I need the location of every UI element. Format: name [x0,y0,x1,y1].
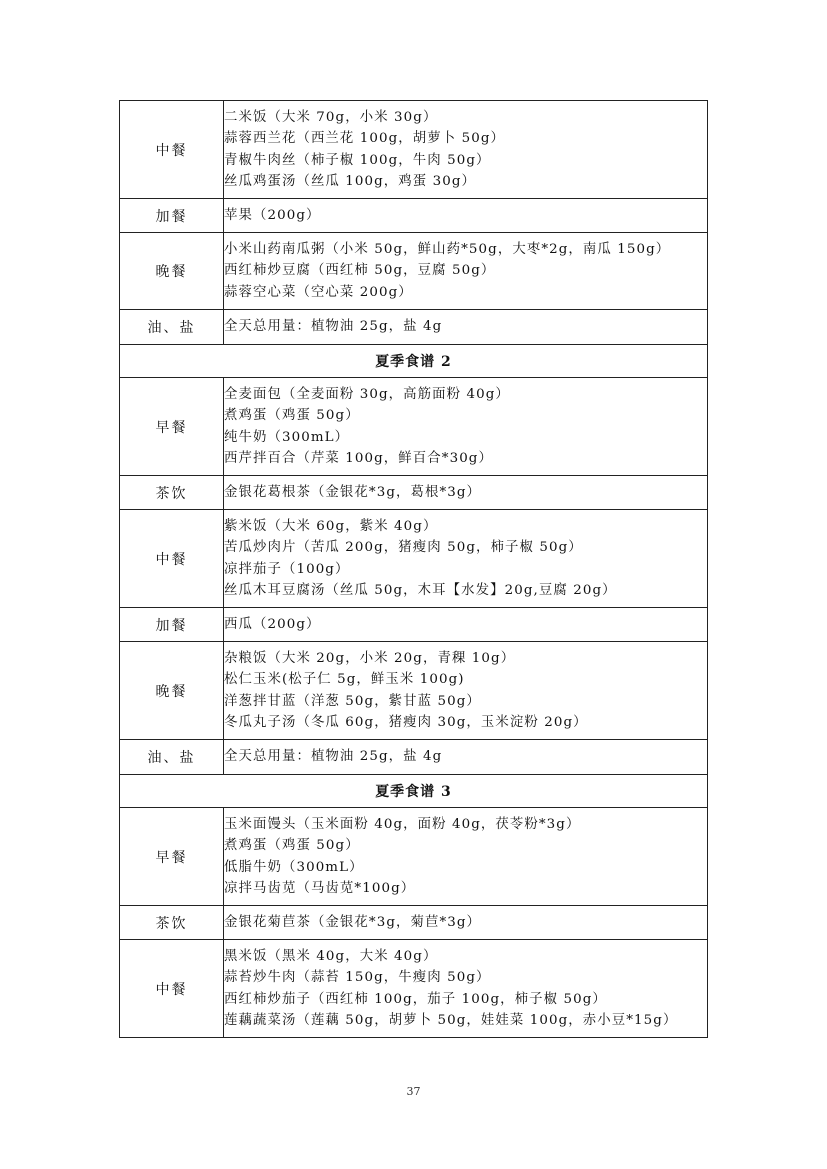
dish-line: 紫米饭（大米 60g，紫米 40g） [224,518,438,534]
meal-items-cell [224,808,708,906]
dish-line: 蒜蓉空心菜（空心菜 200g） [224,284,413,300]
dish-line: 西芹拌百合（芹菜 100g，鲜百合*30g） [224,450,493,466]
section-title: 夏季食谱 3 [120,775,708,808]
dish-line: 杂粮饭（大米 20g，小米 20g，青稞 10g） [224,650,516,666]
dish-line: 小米山药南瓜粥（小米 50g，鲜山药*50g，大枣*2g，南瓜 150g） [224,242,671,258]
meal-row [120,233,708,310]
dish-line: 煮鸡蛋（鸡蛋 50g） [224,408,360,424]
meal-plan-body [120,101,708,1038]
meal-items-cell [224,906,708,940]
page-number: 37 [406,1085,421,1098]
meal-label: 茶饮 [120,476,224,510]
meal-plan-table [119,100,708,1038]
dish-line: 青椒牛肉丝（柿子椒 100g，牛肉 50g） [224,152,491,168]
dish-line: 全麦面包（全麦面粉 30g，高筋面粉 40g） [224,386,510,402]
meal-items-cell [224,510,708,608]
dish-line: 西红柿炒豆腐（西红柿 50g，豆腐 50g） [224,263,496,279]
dish-line: 苦瓜炒肉片（苦瓜 200g，猪瘦肉 50g，柿子椒 50g） [224,540,583,556]
dish-line: 丝瓜木耳豆腐汤（丝瓜 50g，木耳【水发】20g,豆腐 20g） [224,582,617,598]
meal-label: 加餐 [120,199,224,233]
meal-label: 早餐 [120,808,224,906]
meal-items-cell [224,233,708,310]
meal-row [120,940,708,1038]
meal-items-cell [224,310,708,345]
dish-line: 蒜蓉西兰花（西兰花 100g，胡萝卜 50g） [224,131,506,147]
meal-items-cell [224,476,708,510]
dish-line: 黑米饭（黑米 40g，大米 40g） [224,948,438,964]
meal-row [120,906,708,940]
meal-items-cell [224,642,708,740]
meal-row [120,199,708,233]
dish-line: 纯牛奶（300mL） [224,429,350,445]
dish-line: 冬瓜丸子汤（冬瓜 60g，猪瘦肉 30g，玉米淀粉 20g） [224,714,588,730]
meal-label: 晚餐 [120,642,224,740]
meal-row [120,608,708,642]
dish-line: 煮鸡蛋（鸡蛋 50g） [224,838,360,854]
dish-line: 金银花葛根茶（金银花*3g，葛根*3g） [224,484,482,500]
meal-label: 加餐 [120,608,224,642]
meal-label: 中餐 [120,940,224,1038]
meal-items-cell [224,608,708,642]
meal-row [120,310,708,345]
meal-label: 油、盐 [120,740,224,775]
meal-row [120,510,708,608]
dish-line: 二米饭（大米 70g，小米 30g） [224,109,438,125]
meal-row [120,378,708,476]
meal-label: 晚餐 [120,233,224,310]
meal-label: 油、盐 [120,310,224,345]
dish-line: 西瓜（200g） [224,616,321,632]
meal-label: 中餐 [120,101,224,199]
dish-line: 金银花菊苣茶（金银花*3g，菊苣*3g） [224,914,482,930]
dish-line: 凉拌茄子（100g） [224,561,350,577]
meal-row [120,740,708,775]
section-header-row [120,775,708,808]
dish-line: 全天总用量：植物油 25g，盐 4g [224,319,443,335]
meal-items-cell [224,740,708,775]
meal-items-cell [224,378,708,476]
dish-line: 凉拌马齿苋（马齿苋*100g） [224,880,416,896]
meal-row [120,642,708,740]
dish-line: 西红柿炒茄子（西红柿 100g，茄子 100g，柿子椒 50g） [224,991,607,1007]
meal-row [120,101,708,199]
dish-line: 玉米面馒头（玉米面粉 40g，面粉 40g，茯苓粉*3g） [224,816,581,832]
meal-row [120,808,708,906]
dish-line: 全天总用量：植物油 25g，盐 4g [224,749,443,765]
section-header-row [120,345,708,378]
meal-label: 茶饮 [120,906,224,940]
dish-line: 低脂牛奶（300mL） [224,859,364,875]
meal-label: 早餐 [120,378,224,476]
dish-line: 苹果（200g） [224,207,321,223]
dish-line: 丝瓜鸡蛋汤（丝瓜 100g，鸡蛋 30g） [224,173,477,189]
dish-line: 蒜苔炒牛肉（蒜苔 150g，牛瘦肉 50g） [224,970,491,986]
meal-label: 中餐 [120,510,224,608]
dish-line: 洋葱拌甘蓝（洋葱 50g，紫甘蓝 50g） [224,693,481,709]
meal-row [120,476,708,510]
meal-items-cell [224,199,708,233]
dish-line: 莲藕蔬菜汤（莲藕 50g，胡萝卜 50g，娃娃菜 100g，赤小豆*15g） [224,1012,678,1028]
dish-line: 松仁玉米(松子仁 5g，鲜玉米 100g) [224,672,465,688]
section-title: 夏季食谱 2 [120,345,708,378]
meal-items-cell [224,101,708,199]
meal-items-cell [224,940,708,1038]
